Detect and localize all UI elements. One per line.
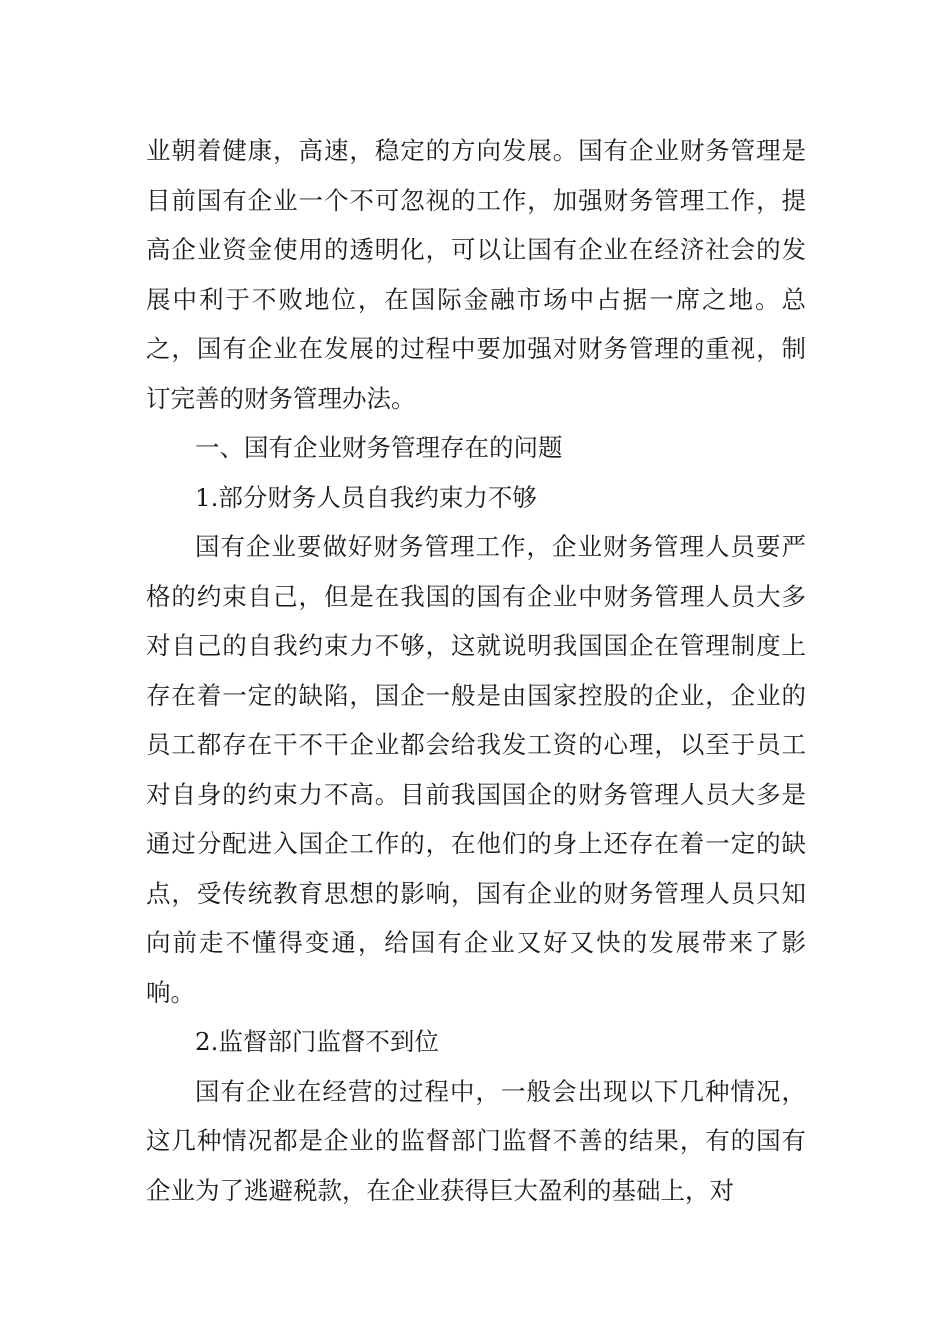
paragraph-continuation: 业朝着健康，高速，稳定的方向发展。国有企业财务管理是目前国有企业一个不可忽视的工作，加强财务管理工作，提高企业资金使用的透明化，可以让国有企业在经济社会的发展中利于不败地位，在国际金融市场中占据一席之地。总之，国有企业在发展的过程中要加强对财务管理的重视，制订完善的财务管理办法。 (146, 136, 806, 413)
document-body (146, 126, 806, 1215)
subsection-heading-1: 1.部分财务人员自我约束力不够 (195, 482, 537, 512)
section-heading: 一、国有企业财务管理存在的问题 (195, 433, 563, 462)
subsection-heading-2: 2.监督部门监督不到位 (195, 1027, 439, 1056)
paragraph-supervision: 国有企业在经营的过程中，一般会出现以下几种情况，这几种情况都是企业的监督部门监督不善的结果，有的国有企业为了逃避税款，在企业获得巨大盈利的基础上，对 (146, 1076, 806, 1205)
paragraph-self-discipline: 国有企业要做好财务管理工作，企业财务管理人员要严格的约束自己，但是在我国的国有企业中财务管理人员大多对自己的自我约束力不够，这就说明我国国企在管理制度上存在着一定的缺陷，国企一般是由国家控股的企业，企业的员工都存在干不干企业都会给我发工资的心理，以至于员工对自身的约束力不高。目前我国国企的财务管理人员大多是通过分配进入国企工作的，在他们的身上还存在着一定的缺点，受传统教育思想的影响，国有企业的财务管理人员只知向前走不懂得变通，给国有企业又好又快的发展带来了影响。 (146, 532, 806, 1007)
